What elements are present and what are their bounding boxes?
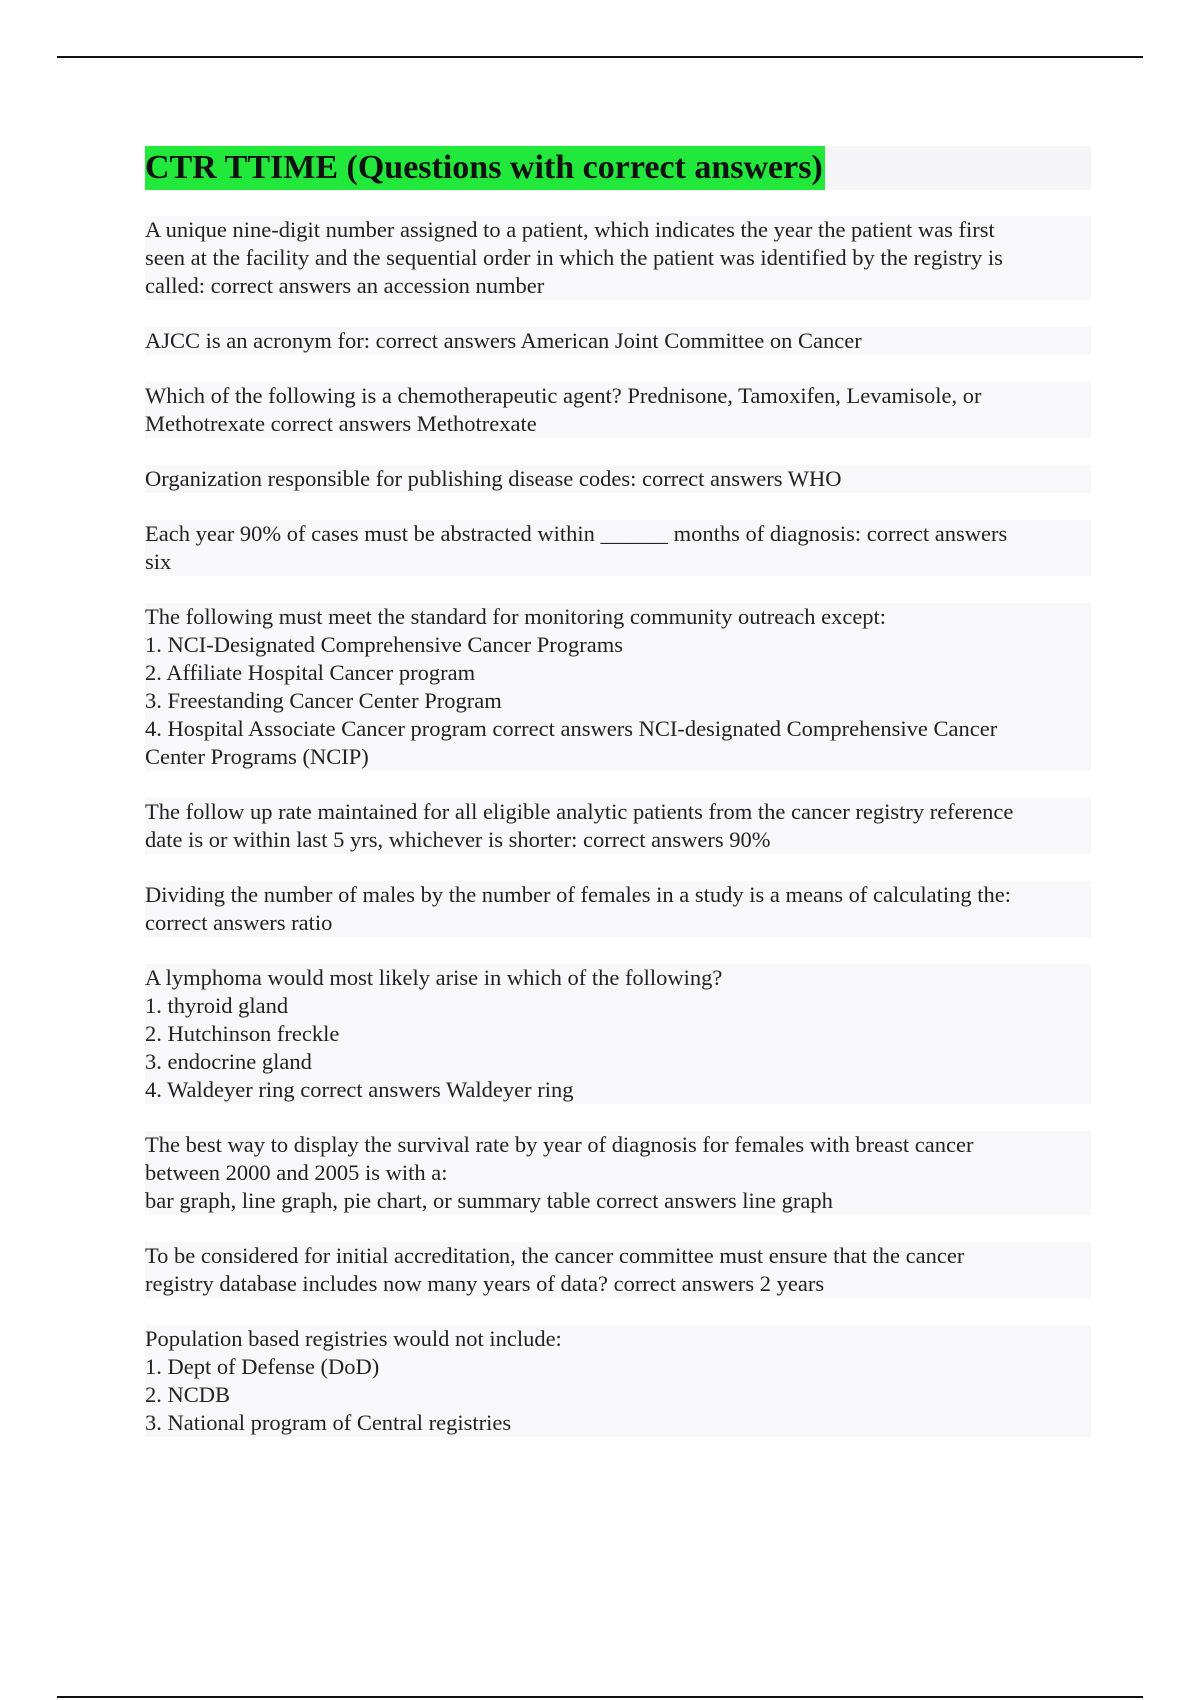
- qa-item: [145, 603, 1091, 771]
- qa-item: [145, 964, 1091, 1104]
- qa-text-line: Each year 90% of cases must be abstracted within ______ months of diagnosis: correct answers: [145, 521, 1008, 546]
- qa-text-line: A unique nine-digit number assigned to a patient, which indicates the year the patient was first: [145, 217, 995, 242]
- qa-text-line: 1. NCI-Designated Comprehensive Cancer Programs: [145, 632, 624, 657]
- qa-item: [145, 798, 1091, 854]
- qa-text-line: 4. Hospital Associate Cancer program correct answers NCI-designated Comprehensive Cancer: [145, 716, 998, 741]
- qa-item: [145, 1242, 1091, 1298]
- qa-text-line: date is or within last 5 yrs, whichever is shorter: correct answers 90%: [145, 827, 771, 852]
- qa-text-line: The follow up rate maintained for all eligible analytic patients from the cancer registry reference: [145, 799, 1014, 824]
- qa-item: [145, 382, 1091, 438]
- qa-text-line: Organization responsible for publishing disease codes: correct answers WHO: [145, 466, 842, 491]
- qa-text-line: called: correct answers an accession number: [145, 273, 545, 298]
- qa-text-line: Methotrexate correct answers Methotrexate: [145, 411, 537, 436]
- qa-text-line: 2. NCDB: [145, 1382, 231, 1407]
- document-title: CTR TTIME (Questions with correct answers): [145, 146, 825, 190]
- qa-text-line: between 2000 and 2005 is with a:: [145, 1160, 448, 1185]
- qa-text-line: A lymphoma would most likely arise in which of the following?: [145, 965, 723, 990]
- qa-text-line: Center Programs (NCIP): [145, 744, 369, 769]
- qa-item: [145, 216, 1091, 300]
- qa-text-line: registry database includes now many years of data? correct answers 2 years: [145, 1271, 825, 1296]
- header-rule: [57, 56, 1143, 58]
- qa-text-line: six: [145, 549, 172, 574]
- document-body: [145, 146, 1091, 1464]
- qa-text-line: 2. Hutchinson freckle: [145, 1021, 340, 1046]
- qa-item: [145, 327, 1091, 355]
- qa-item: [145, 520, 1091, 576]
- qa-item: [145, 1131, 1091, 1215]
- qa-text-line: Population based registries would not include:: [145, 1326, 562, 1351]
- qa-text-line: 1. Dept of Defense (DoD): [145, 1354, 380, 1379]
- qa-text-line: The best way to display the survival rate by year of diagnosis for females with breast cancer: [145, 1132, 974, 1157]
- qa-text-line: The following must meet the standard for monitoring community outreach except:: [145, 604, 887, 629]
- qa-item: [145, 465, 1091, 493]
- qa-text-line: 1. thyroid gland: [145, 993, 289, 1018]
- qa-text-line: seen at the facility and the sequential order in which the patient was identified by the registry is: [145, 245, 1003, 270]
- qa-text-line: 2. Affiliate Hospital Cancer program: [145, 660, 476, 685]
- qa-text-line: correct answers ratio: [145, 910, 333, 935]
- qa-text-line: 3. Freestanding Cancer Center Program: [145, 688, 502, 713]
- qa-list: [145, 216, 1091, 1437]
- qa-text-line: Which of the following is a chemotherapeutic agent? Prednisone, Tamoxifen, Levamisole, or: [145, 383, 982, 408]
- qa-text-line: AJCC is an acronym for: correct answers American Joint Committee on Cancer: [145, 328, 862, 353]
- qa-text-line: To be considered for initial accreditation, the cancer committee must ensure that the cancer: [145, 1243, 965, 1268]
- qa-text-line: 3. endocrine gland: [145, 1049, 312, 1074]
- qa-text-line: 4. Waldeyer ring correct answers Waldeyer ring: [145, 1077, 574, 1102]
- qa-item: [145, 1325, 1091, 1437]
- qa-text-line: bar graph, line graph, pie chart, or summary table correct answers line graph: [145, 1188, 833, 1213]
- qa-text-line: 3. National program of Central registries: [145, 1410, 512, 1435]
- qa-text-line: Dividing the number of males by the number of females in a study is a means of calculating the:: [145, 882, 1012, 907]
- footer-rule: [57, 1696, 1143, 1698]
- title-band: [145, 146, 1091, 190]
- qa-item: [145, 881, 1091, 937]
